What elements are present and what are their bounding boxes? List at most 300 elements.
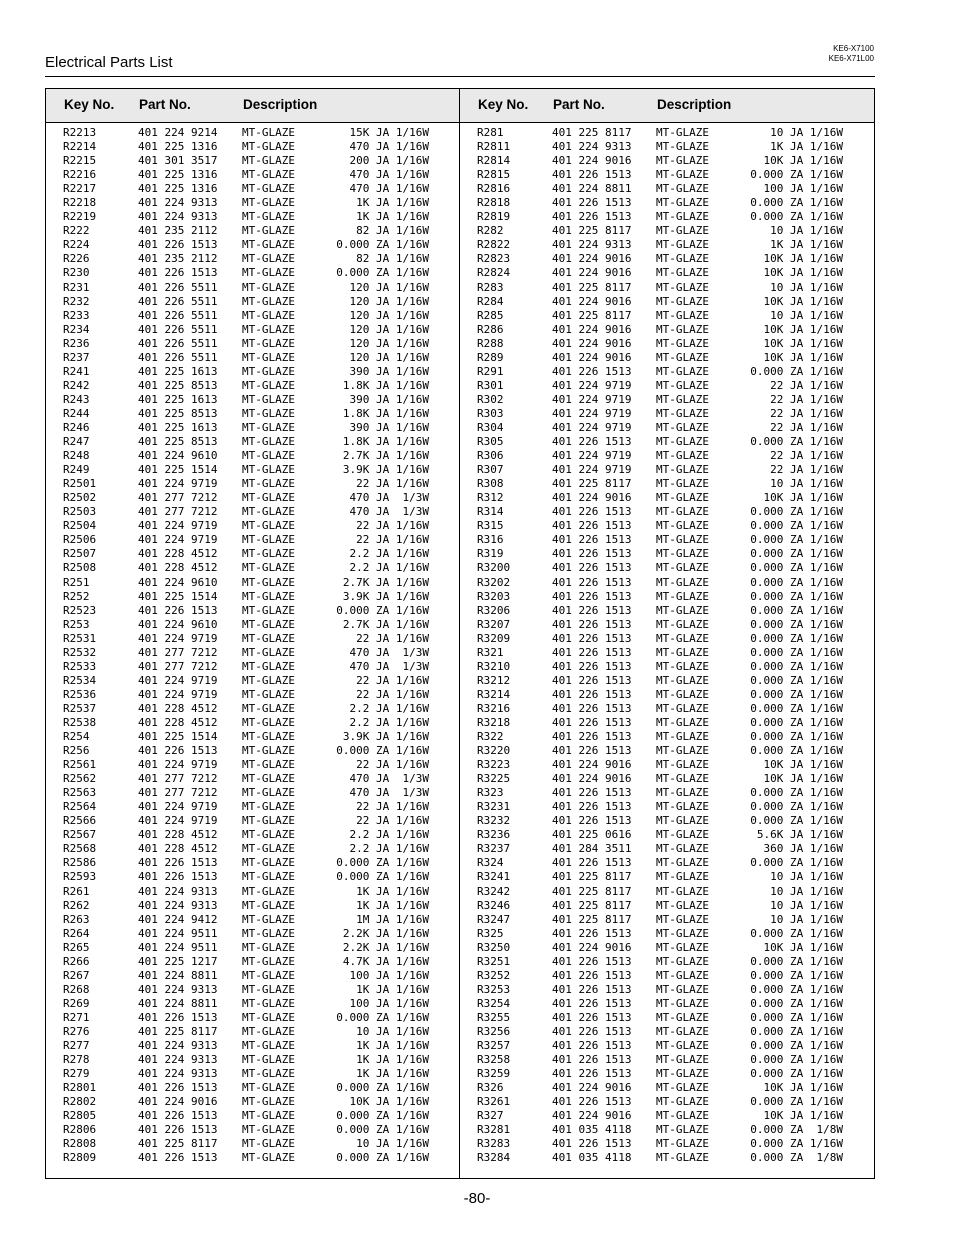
description-cell: MT-GLAZE xyxy=(656,659,709,673)
value-cell: 0.000 ZA 1/16W xyxy=(336,1123,429,1137)
key-no-cell: R325 xyxy=(477,926,504,940)
key-no-cell: R3216 xyxy=(477,701,511,715)
description-cell: MT-GLAZE xyxy=(656,1081,709,1095)
value-cell: 1.8K JA 1/16W xyxy=(342,435,429,449)
key-no-cell: R262 xyxy=(63,898,90,912)
value-cell: 120 JA 1/16W xyxy=(349,308,429,322)
key-no-cell: R3232 xyxy=(477,814,511,828)
part-no-cell: 401 224 9313 xyxy=(138,884,218,898)
part-no-cell: 401 226 1513 xyxy=(552,589,632,603)
key-no-cell: R3261 xyxy=(477,1095,511,1109)
description-cell: MT-GLAZE xyxy=(656,154,709,168)
part-no-cell: 401 226 1513 xyxy=(552,715,632,729)
part-no-cell: 401 277 7212 xyxy=(138,505,218,519)
key-no-cell: R282 xyxy=(477,224,504,238)
part-no-cell: 401 226 1513 xyxy=(138,266,218,280)
part-no-cell: 401 225 8117 xyxy=(552,280,632,294)
description-cell: MT-GLAZE xyxy=(656,687,709,701)
model-code: KE6-X7100 xyxy=(833,44,874,53)
description-cell: MT-GLAZE xyxy=(656,701,709,715)
value-cell: 22 JA 1/16W xyxy=(770,406,843,420)
description-cell: MT-GLAZE xyxy=(656,505,709,519)
key-no-cell: R2802 xyxy=(63,1095,97,1109)
value-cell: 22 JA 1/16W xyxy=(356,814,429,828)
description-cell: MT-GLAZE xyxy=(242,1123,295,1137)
part-no-cell: 401 224 9719 xyxy=(552,392,632,406)
part-no-cell: 401 226 1513 xyxy=(552,1039,632,1053)
value-cell: 10K JA 1/16W xyxy=(763,758,843,772)
value-cell: 0.000 ZA 1/16W xyxy=(750,505,843,519)
part-no-cell: 401 226 5511 xyxy=(138,336,218,350)
description-cell: MT-GLAZE xyxy=(242,336,295,350)
part-no-cell: 401 224 9016 xyxy=(552,758,632,772)
value-cell: 0.000 ZA 1/16W xyxy=(750,210,843,224)
part-no-cell: 401 226 1513 xyxy=(552,659,632,673)
part-no-cell: 401 224 8811 xyxy=(138,968,218,982)
part-no-cell: 401 225 8513 xyxy=(138,406,218,420)
description-cell: MT-GLAZE xyxy=(656,772,709,786)
description-cell: MT-GLAZE xyxy=(656,603,709,617)
description-cell: MT-GLAZE xyxy=(242,968,295,982)
value-cell: 22 JA 1/16W xyxy=(770,463,843,477)
part-no-cell: 401 224 9412 xyxy=(138,912,218,926)
value-cell: 2.2 JA 1/16W xyxy=(349,715,429,729)
part-no-cell: 401 224 9313 xyxy=(138,196,218,210)
description-cell: MT-GLAZE xyxy=(656,364,709,378)
value-cell: 0.000 ZA 1/16W xyxy=(750,617,843,631)
description-cell: MT-GLAZE xyxy=(242,842,295,856)
part-no-cell: 401 224 9016 xyxy=(552,294,632,308)
key-no-cell: R3259 xyxy=(477,1067,511,1081)
description-cell: MT-GLAZE xyxy=(656,210,709,224)
key-no-cell: R3220 xyxy=(477,744,511,758)
key-no-cell: R2811 xyxy=(477,140,511,154)
value-cell: 0.000 ZA 1/16W xyxy=(336,238,429,252)
value-cell: 0.000 ZA 1/16W xyxy=(750,533,843,547)
description-cell: MT-GLAZE xyxy=(656,294,709,308)
key-no-cell: R253 xyxy=(63,617,90,631)
key-no-cell: R288 xyxy=(477,336,504,350)
part-no-cell: 401 035 4118 xyxy=(552,1123,632,1137)
description-cell: MT-GLAZE xyxy=(242,645,295,659)
key-no-cell: R264 xyxy=(63,926,90,940)
part-no-cell: 401 224 9313 xyxy=(138,1067,218,1081)
part-no-cell: 401 224 9511 xyxy=(138,940,218,954)
description-cell: MT-GLAZE xyxy=(656,449,709,463)
description-cell: MT-GLAZE xyxy=(242,1151,295,1165)
header-part-no-right: Part No. xyxy=(553,97,605,112)
description-cell: MT-GLAZE xyxy=(656,617,709,631)
part-no-cell: 401 224 9016 xyxy=(552,266,632,280)
key-no-cell: R2536 xyxy=(63,687,97,701)
key-no-cell: R265 xyxy=(63,940,90,954)
key-no-cell: R2563 xyxy=(63,786,97,800)
part-no-cell: 401 225 8117 xyxy=(552,912,632,926)
key-no-cell: R3251 xyxy=(477,954,511,968)
part-no-cell: 401 224 9610 xyxy=(138,575,218,589)
description-cell: MT-GLAZE xyxy=(656,645,709,659)
part-no-cell: 401 035 4118 xyxy=(552,1151,632,1165)
key-no-cell: R3225 xyxy=(477,772,511,786)
value-cell: 200 JA 1/16W xyxy=(349,154,429,168)
part-no-cell: 401 277 7212 xyxy=(138,491,218,505)
value-cell: 100 JA 1/16W xyxy=(349,968,429,982)
key-no-cell: R277 xyxy=(63,1039,90,1053)
description-cell: MT-GLAZE xyxy=(242,631,295,645)
value-cell: 4.7K JA 1/16W xyxy=(342,954,429,968)
key-no-cell: R2822 xyxy=(477,238,511,252)
part-no-cell: 401 226 5511 xyxy=(138,294,218,308)
part-no-cell: 401 224 9016 xyxy=(552,491,632,505)
description-cell: MT-GLAZE xyxy=(656,954,709,968)
part-no-cell: 401 225 8117 xyxy=(552,898,632,912)
page-number: -80- xyxy=(463,1190,491,1207)
part-no-cell: 401 226 1513 xyxy=(552,800,632,814)
description-cell: MT-GLAZE xyxy=(656,266,709,280)
value-cell: 10K JA 1/16W xyxy=(763,1081,843,1095)
key-no-cell: R2808 xyxy=(63,1137,97,1151)
description-cell: MT-GLAZE xyxy=(242,589,295,603)
part-no-cell: 401 224 9719 xyxy=(552,463,632,477)
key-no-cell: R2506 xyxy=(63,533,97,547)
part-no-cell: 401 226 1513 xyxy=(138,1109,218,1123)
description-cell: MT-GLAZE xyxy=(656,378,709,392)
key-no-cell: R3281 xyxy=(477,1123,511,1137)
description-cell: MT-GLAZE xyxy=(242,758,295,772)
description-cell: MT-GLAZE xyxy=(656,996,709,1010)
description-cell: MT-GLAZE xyxy=(242,140,295,154)
description-cell: MT-GLAZE xyxy=(242,561,295,575)
key-no-cell: R2532 xyxy=(63,645,97,659)
description-cell: MT-GLAZE xyxy=(242,308,295,322)
part-no-cell: 401 224 9016 xyxy=(552,322,632,336)
description-cell: MT-GLAZE xyxy=(242,603,295,617)
part-no-cell: 401 226 5511 xyxy=(138,308,218,322)
value-cell: 470 JA 1/3W xyxy=(349,786,429,800)
value-cell: 10 JA 1/16W xyxy=(770,912,843,926)
key-no-cell: R2806 xyxy=(63,1123,97,1137)
value-cell: 15K JA 1/16W xyxy=(349,126,429,139)
description-cell: MT-GLAZE xyxy=(656,126,709,139)
part-no-cell: 401 277 7212 xyxy=(138,645,218,659)
part-no-cell: 401 226 1513 xyxy=(552,196,632,210)
part-no-cell: 401 226 1513 xyxy=(552,519,632,533)
key-no-cell: R2503 xyxy=(63,505,97,519)
part-no-cell: 401 226 1513 xyxy=(552,617,632,631)
description-cell: MT-GLAZE xyxy=(242,182,295,196)
value-cell: 1K JA 1/16W xyxy=(356,1067,429,1081)
part-no-cell: 401 225 1316 xyxy=(138,168,218,182)
key-no-cell: R327 xyxy=(477,1109,504,1123)
part-no-cell: 401 226 1513 xyxy=(552,1053,632,1067)
value-cell: 0.000 ZA 1/16W xyxy=(750,1025,843,1038)
column-divider xyxy=(459,89,460,1178)
part-no-cell: 401 224 9719 xyxy=(552,406,632,420)
part-no-cell: 401 226 5511 xyxy=(138,350,218,364)
key-no-cell: R2507 xyxy=(63,547,97,561)
part-no-cell: 401 225 1316 xyxy=(138,182,218,196)
key-no-cell: R3255 xyxy=(477,1010,511,1024)
part-no-cell: 401 225 8117 xyxy=(552,224,632,238)
key-no-cell: R3253 xyxy=(477,982,511,996)
page-title: Electrical Parts List xyxy=(45,54,173,71)
key-no-cell: R2215 xyxy=(63,154,97,168)
value-cell: 470 JA 1/3W xyxy=(349,505,429,519)
part-no-cell: 401 226 1513 xyxy=(552,533,632,547)
key-no-cell: R316 xyxy=(477,533,504,547)
key-no-cell: R301 xyxy=(477,378,504,392)
value-cell: 1K JA 1/16W xyxy=(356,210,429,224)
key-no-cell: R2561 xyxy=(63,758,97,772)
part-no-cell: 401 224 9016 xyxy=(138,1095,218,1109)
description-cell: MT-GLAZE xyxy=(242,196,295,210)
description-cell: MT-GLAZE xyxy=(656,336,709,350)
part-no-cell: 401 224 9719 xyxy=(552,420,632,434)
part-no-cell: 401 226 1513 xyxy=(552,575,632,589)
description-cell: MT-GLAZE xyxy=(656,715,709,729)
description-cell: MT-GLAZE xyxy=(656,828,709,842)
value-cell: 0.000 ZA 1/8W xyxy=(750,1123,843,1137)
key-no-cell: R234 xyxy=(63,322,90,336)
key-no-cell: R2502 xyxy=(63,491,97,505)
description-cell: MT-GLAZE xyxy=(656,1010,709,1024)
value-cell: 10 JA 1/16W xyxy=(770,870,843,884)
value-cell: 2.2 JA 1/16W xyxy=(349,828,429,842)
value-cell: 82 JA 1/16W xyxy=(356,252,429,266)
description-cell: MT-GLAZE xyxy=(242,800,295,814)
value-cell: 470 JA 1/16W xyxy=(349,140,429,154)
description-cell: MT-GLAZE xyxy=(656,1025,709,1038)
description-cell: MT-GLAZE xyxy=(656,898,709,912)
key-no-cell: R283 xyxy=(477,280,504,294)
value-cell: 390 JA 1/16W xyxy=(349,364,429,378)
key-no-cell: R3207 xyxy=(477,617,511,631)
key-no-cell: R3206 xyxy=(477,603,511,617)
value-cell: 10K JA 1/16W xyxy=(763,252,843,266)
value-cell: 10K JA 1/16W xyxy=(763,491,843,505)
part-no-cell: 401 225 8117 xyxy=(552,870,632,884)
part-no-cell: 401 226 1513 xyxy=(552,645,632,659)
description-cell: MT-GLAZE xyxy=(242,364,295,378)
value-cell: 0.000 ZA 1/16W xyxy=(750,673,843,687)
value-cell: 0.000 ZA 1/16W xyxy=(750,954,843,968)
description-cell: MT-GLAZE xyxy=(656,519,709,533)
part-no-cell: 401 225 8117 xyxy=(552,884,632,898)
description-cell: MT-GLAZE xyxy=(656,182,709,196)
description-cell: MT-GLAZE xyxy=(242,954,295,968)
description-cell: MT-GLAZE xyxy=(242,238,295,252)
key-no-cell: R2809 xyxy=(63,1151,97,1165)
description-cell: MT-GLAZE xyxy=(242,940,295,954)
part-no-cell: 401 226 1513 xyxy=(552,1137,632,1151)
description-cell: MT-GLAZE xyxy=(242,126,295,139)
value-cell: 0.000 ZA 1/16W xyxy=(750,1095,843,1109)
description-cell: MT-GLAZE xyxy=(656,940,709,954)
value-cell: 0.000 ZA 1/16W xyxy=(750,603,843,617)
value-cell: 1K JA 1/16W xyxy=(356,982,429,996)
part-no-cell: 401 226 1513 xyxy=(138,856,218,870)
description-cell: MT-GLAZE xyxy=(656,1053,709,1067)
key-no-cell: R2816 xyxy=(477,182,511,196)
part-no-cell: 401 225 8117 xyxy=(552,308,632,322)
description-cell: MT-GLAZE xyxy=(656,758,709,772)
value-cell: 390 JA 1/16W xyxy=(349,392,429,406)
description-cell: MT-GLAZE xyxy=(242,1081,295,1095)
description-cell: MT-GLAZE xyxy=(242,519,295,533)
value-cell: 100 JA 1/16W xyxy=(763,182,843,196)
value-cell: 470 JA 1/16W xyxy=(349,168,429,182)
value-cell: 10 JA 1/16W xyxy=(770,884,843,898)
part-no-cell: 401 228 4512 xyxy=(138,561,218,575)
header-key-no-left: Key No. xyxy=(64,97,115,112)
key-no-cell: R291 xyxy=(477,364,504,378)
value-cell: 0.000 ZA 1/16W xyxy=(750,645,843,659)
value-cell: 22 JA 1/16W xyxy=(356,800,429,814)
description-cell: MT-GLAZE xyxy=(242,294,295,308)
title-divider xyxy=(45,76,875,77)
key-no-cell: R254 xyxy=(63,730,90,744)
key-no-cell: R3241 xyxy=(477,870,511,884)
value-cell: 0.000 ZA 1/16W xyxy=(750,996,843,1010)
part-no-cell: 401 226 1513 xyxy=(552,603,632,617)
key-no-cell: R305 xyxy=(477,435,504,449)
key-no-cell: R247 xyxy=(63,435,90,449)
value-cell: 10K JA 1/16W xyxy=(349,1095,429,1109)
value-cell: 10K JA 1/16W xyxy=(763,266,843,280)
part-no-cell: 401 225 1613 xyxy=(138,364,218,378)
part-no-cell: 401 226 1513 xyxy=(552,954,632,968)
key-no-cell: R314 xyxy=(477,505,504,519)
description-cell: MT-GLAZE xyxy=(242,926,295,940)
value-cell: 120 JA 1/16W xyxy=(349,322,429,336)
part-no-cell: 401 225 8117 xyxy=(138,1025,218,1038)
part-no-cell: 401 224 9719 xyxy=(138,673,218,687)
key-no-cell: R284 xyxy=(477,294,504,308)
value-cell: 10 JA 1/16W xyxy=(356,1025,429,1038)
description-cell: MT-GLAZE xyxy=(242,898,295,912)
part-no-cell: 401 224 9719 xyxy=(138,477,218,491)
value-cell: 3.9K JA 1/16W xyxy=(342,589,429,603)
description-cell: MT-GLAZE xyxy=(656,870,709,884)
value-cell: 0.000 ZA 1/16W xyxy=(336,266,429,280)
part-no-cell: 401 224 9610 xyxy=(138,617,218,631)
description-cell: MT-GLAZE xyxy=(656,814,709,828)
key-no-cell: R3200 xyxy=(477,561,511,575)
description-cell: MT-GLAZE xyxy=(656,238,709,252)
description-cell: MT-GLAZE xyxy=(242,884,295,898)
part-no-cell: 401 225 8513 xyxy=(138,435,218,449)
key-no-cell: R3250 xyxy=(477,940,511,954)
part-no-cell: 401 277 7212 xyxy=(138,772,218,786)
part-no-cell: 401 226 1513 xyxy=(552,1095,632,1109)
value-cell: 0.000 ZA 1/16W xyxy=(336,744,429,758)
model-codes xyxy=(829,44,874,64)
key-no-cell: R312 xyxy=(477,491,504,505)
description-cell: MT-GLAZE xyxy=(242,786,295,800)
description-cell: MT-GLAZE xyxy=(656,926,709,940)
key-no-cell: R256 xyxy=(63,744,90,758)
part-no-cell: 401 226 1513 xyxy=(552,701,632,715)
value-cell: 120 JA 1/16W xyxy=(349,350,429,364)
key-no-cell: R2504 xyxy=(63,519,97,533)
value-cell: 1K JA 1/16W xyxy=(356,196,429,210)
key-no-cell: R242 xyxy=(63,378,90,392)
description-cell: MT-GLAZE xyxy=(242,322,295,336)
part-no-cell: 401 235 2112 xyxy=(138,224,218,238)
key-no-cell: R231 xyxy=(63,280,90,294)
key-no-cell: R289 xyxy=(477,350,504,364)
value-cell: 0.000 ZA 1/16W xyxy=(750,982,843,996)
part-no-cell: 401 226 1513 xyxy=(552,1010,632,1024)
value-cell: 22 JA 1/16W xyxy=(356,673,429,687)
value-cell: 22 JA 1/16W xyxy=(356,758,429,772)
part-no-cell: 401 225 1613 xyxy=(138,392,218,406)
value-cell: 0.000 ZA 1/16W xyxy=(750,687,843,701)
part-no-cell: 401 226 1513 xyxy=(552,561,632,575)
part-no-cell: 401 224 8811 xyxy=(138,996,218,1010)
description-cell: MT-GLAZE xyxy=(242,687,295,701)
key-no-cell: R3257 xyxy=(477,1039,511,1053)
description-cell: MT-GLAZE xyxy=(656,463,709,477)
part-no-cell: 401 226 1513 xyxy=(552,631,632,645)
key-no-cell: R3254 xyxy=(477,996,511,1010)
value-cell: 0.000 ZA 1/16W xyxy=(750,364,843,378)
part-no-cell: 401 284 3511 xyxy=(552,842,632,856)
part-no-cell: 401 226 1513 xyxy=(552,687,632,701)
key-no-cell: R236 xyxy=(63,336,90,350)
part-no-cell: 401 224 9016 xyxy=(552,154,632,168)
key-no-cell: R3210 xyxy=(477,659,511,673)
key-no-cell: R315 xyxy=(477,519,504,533)
parts-table xyxy=(45,88,875,1179)
part-no-cell: 401 277 7212 xyxy=(138,786,218,800)
value-cell: 0.000 ZA 1/16W xyxy=(750,856,843,870)
description-cell: MT-GLAZE xyxy=(242,856,295,870)
value-cell: 360 JA 1/16W xyxy=(763,842,843,856)
value-cell: 1M JA 1/16W xyxy=(356,912,429,926)
part-no-cell: 401 224 9313 xyxy=(138,1039,218,1053)
key-no-cell: R322 xyxy=(477,730,504,744)
description-cell: MT-GLAZE xyxy=(242,392,295,406)
part-no-cell: 401 225 1613 xyxy=(138,420,218,434)
key-no-cell: R3203 xyxy=(477,589,511,603)
value-cell: 22 JA 1/16W xyxy=(770,392,843,406)
description-cell: MT-GLAZE xyxy=(242,1095,295,1109)
value-cell: 120 JA 1/16W xyxy=(349,336,429,350)
value-cell: 1.8K JA 1/16W xyxy=(342,378,429,392)
value-cell: 0.000 ZA 1/16W xyxy=(336,856,429,870)
value-cell: 0.000 ZA 1/16W xyxy=(336,1109,429,1123)
value-cell: 0.000 ZA 1/16W xyxy=(750,168,843,182)
part-no-cell: 401 224 9016 xyxy=(552,772,632,786)
description-cell: MT-GLAZE xyxy=(656,673,709,687)
description-cell: MT-GLAZE xyxy=(656,547,709,561)
description-cell: MT-GLAZE xyxy=(656,477,709,491)
part-no-cell: 401 224 9719 xyxy=(552,378,632,392)
description-cell: MT-GLAZE xyxy=(656,1095,709,1109)
value-cell: 2.2K JA 1/16W xyxy=(342,940,429,954)
key-no-cell: R302 xyxy=(477,392,504,406)
key-no-cell: R2533 xyxy=(63,659,97,673)
key-no-cell: R3231 xyxy=(477,800,511,814)
key-no-cell: R252 xyxy=(63,589,90,603)
key-no-cell: R3246 xyxy=(477,898,511,912)
key-no-cell: R286 xyxy=(477,322,504,336)
value-cell: 0.000 ZA 1/16W xyxy=(750,547,843,561)
value-cell: 390 JA 1/16W xyxy=(349,420,429,434)
description-cell: MT-GLAZE xyxy=(656,1039,709,1053)
description-cell: MT-GLAZE xyxy=(242,406,295,420)
